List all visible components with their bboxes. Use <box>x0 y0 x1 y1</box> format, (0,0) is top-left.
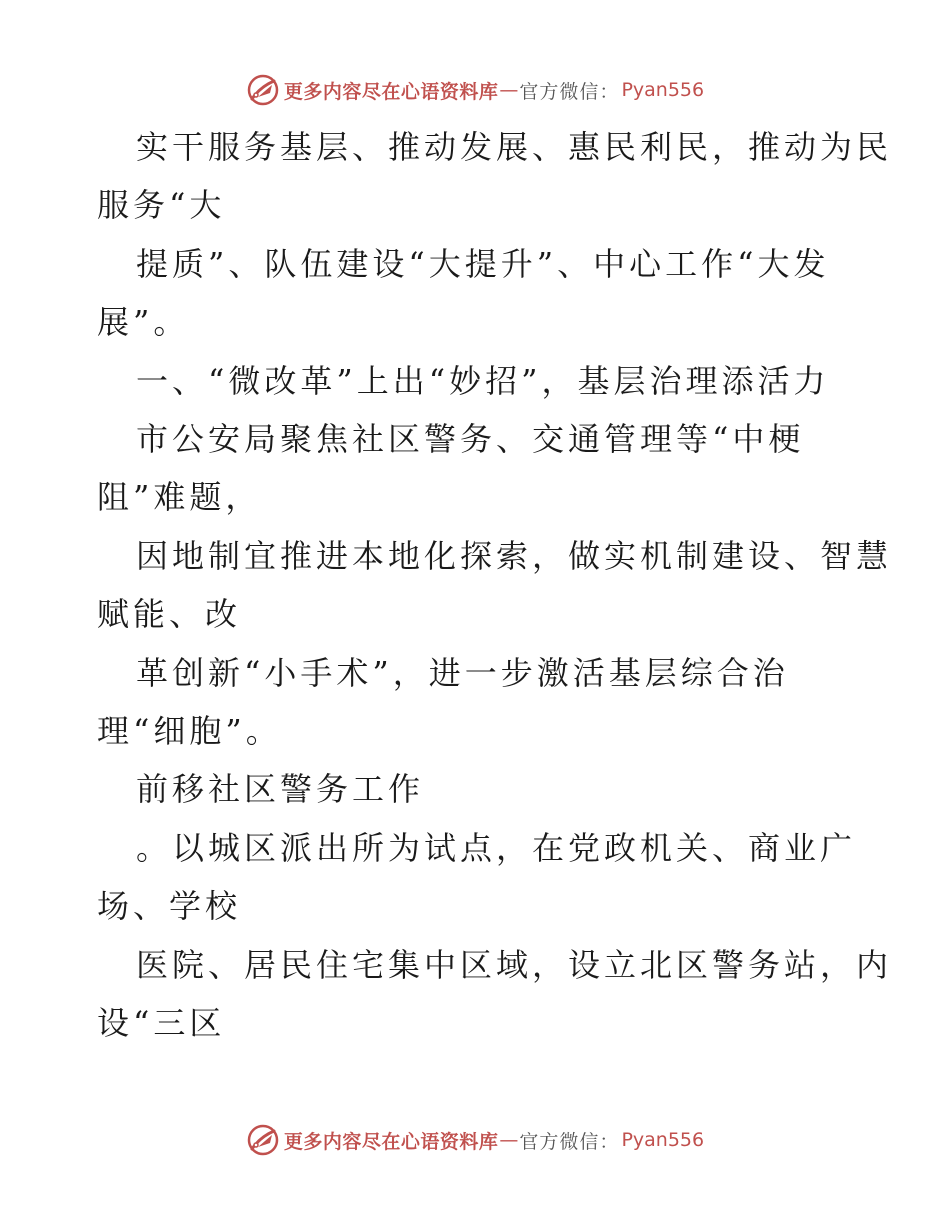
section-heading: 一、“微改革”上出“妙招”，基层治理添活力 <box>136 362 830 400</box>
body-line: 革创新“小手术”，进一步激活基层综合治 <box>136 654 789 692</box>
body-line: 场、学校 <box>97 887 242 925</box>
pen-logo-icon <box>246 1123 280 1157</box>
banner-dash: — <box>499 1129 519 1151</box>
body-line: 服务“大 <box>97 186 226 224</box>
body-line: 因地制宜推进本地化探索，做实机制建设、智慧 <box>136 537 893 575</box>
body-line: 阻”难题， <box>97 478 262 516</box>
banner-official-label: 官方微信： <box>519 80 620 103</box>
banner-official-label: 官方微信： <box>519 1130 620 1153</box>
banner-wechat-id: Pyan556 <box>621 1129 705 1151</box>
pen-logo-icon <box>246 73 280 107</box>
subsection-heading: 前移社区警务工作 <box>136 770 425 808</box>
body-line: 实干服务基层、推动发展、惠民利民，推动为民 <box>136 128 893 166</box>
banner-title: 更多内容尽在心语资料库 <box>283 1130 499 1153</box>
body-line: 。以城区派出所为试点，在党政机关、商业广 <box>136 829 857 867</box>
header-banner <box>0 70 950 110</box>
banner-title: 更多内容尽在心语资料库 <box>283 80 499 103</box>
footer-banner <box>0 1120 950 1160</box>
body-line: 赋能、改 <box>97 595 242 633</box>
body-line: 提质”、队伍建设“大提升”、中心工作“大发 <box>136 245 830 283</box>
banner-wechat-id: Pyan556 <box>621 79 705 101</box>
body-line: 医院、居民住宅集中区域，设立北区警务站，内 <box>136 946 893 984</box>
body-line: 展”。 <box>97 303 190 341</box>
body-line: 设“三区 <box>97 1004 226 1042</box>
body-line: 理“细胞”。 <box>97 712 282 750</box>
banner-dash: — <box>499 79 519 101</box>
body-line: 市公安局聚焦社区警务、交通管理等“中梗 <box>136 420 805 458</box>
